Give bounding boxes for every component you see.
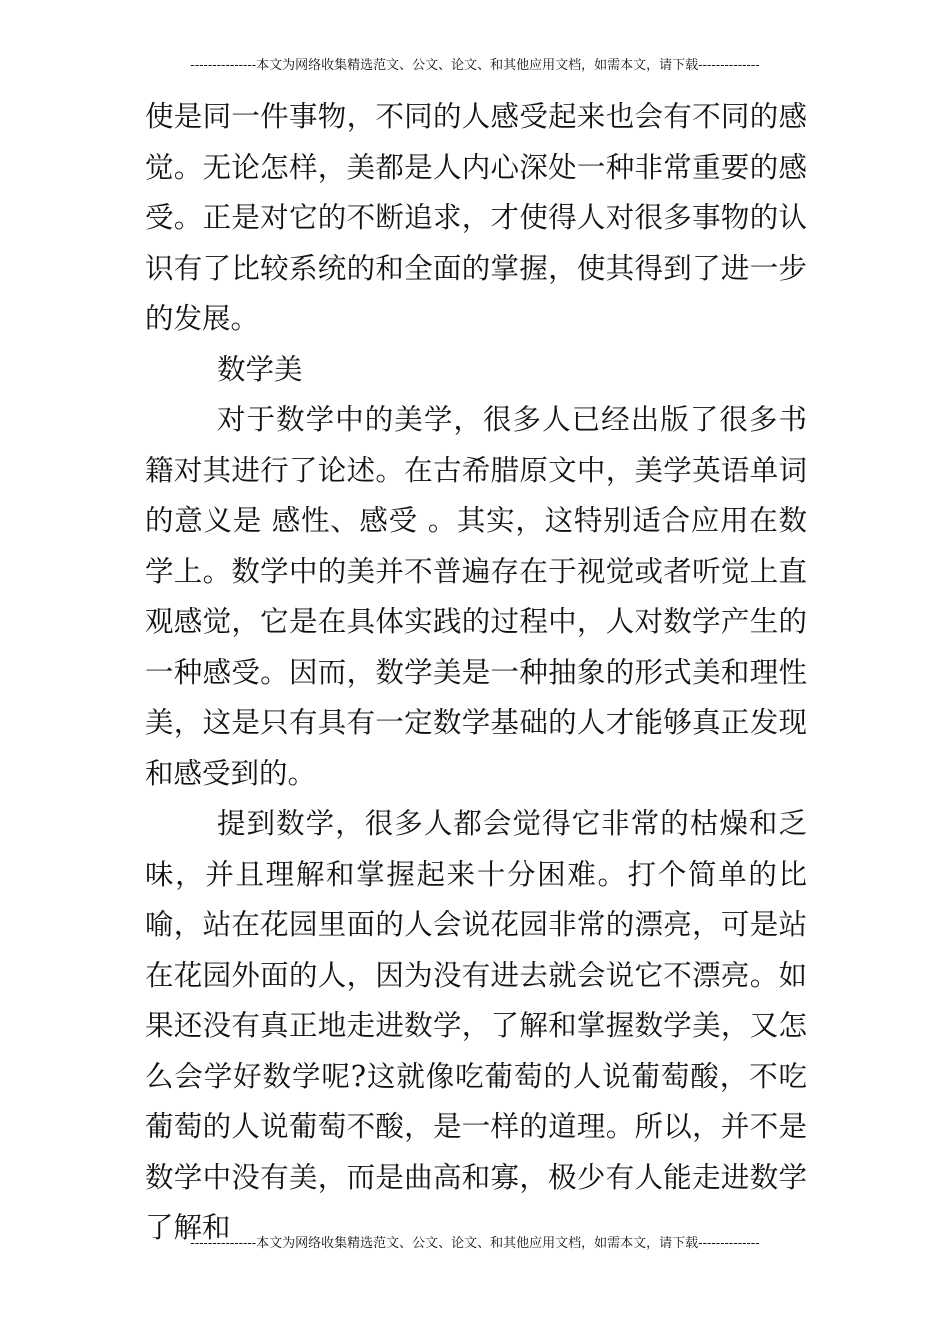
section-heading: 数学美	[217, 352, 303, 386]
paragraph-2: 提到数学，很多人都会觉得它非常的枯燥和乏味，并且理解和掌握起来十分困难。打个简单的比喻，站在花园里面的人会说花园非常的漂亮，可是站在花园外面的人，因为没有进去就会说它不漂亮。如果还没有真正地走进数学，了解和掌握数学美，又怎么会学好数学呢?这就像吃葡萄的人说葡萄酸，不吃葡萄的人说葡萄不酸，是一样的道理。所以，并不是数学中没有美，而是曲高和寡，极少有人能走进数学了解和	[145, 807, 807, 1244]
paragraph-1: 对于数学中的美学，很多人已经出版了很多书籍对其进行了论述。在古希腊原文中，美学英语单词的意义是 感性、感受 。其实，这特别适合应用在数学上。数学中的美并不普遍存在于视觉或者听觉上直观感觉，它是在具体实践的过程中，人对数学产生的一种感受。因而，数学美是一种抽象的形式美和理性美，这是只有具有一定数学基础的人才能够真正发现和感受到的。	[145, 403, 807, 790]
header-banner: ---------------本文为网络收集精选范文、公文、论文、和其他应用文档，如需本文，请下载--------------	[190, 58, 760, 73]
document-body	[145, 92, 807, 1254]
footer-banner: ---------------本文为网络收集精选范文、公文、论文、和其他应用文档，如需本文，请下载--------------	[190, 1236, 760, 1251]
paragraph-continued: 使是同一件事物，不同的人感受起来也会有不同的感觉。无论怎样，美都是人内心深处一种非常重要的感受。正是对它的不断追求，才使得人对很多事物的认识有了比较系统的和全面的掌握，使其得到了进一步的发展。	[145, 100, 807, 335]
